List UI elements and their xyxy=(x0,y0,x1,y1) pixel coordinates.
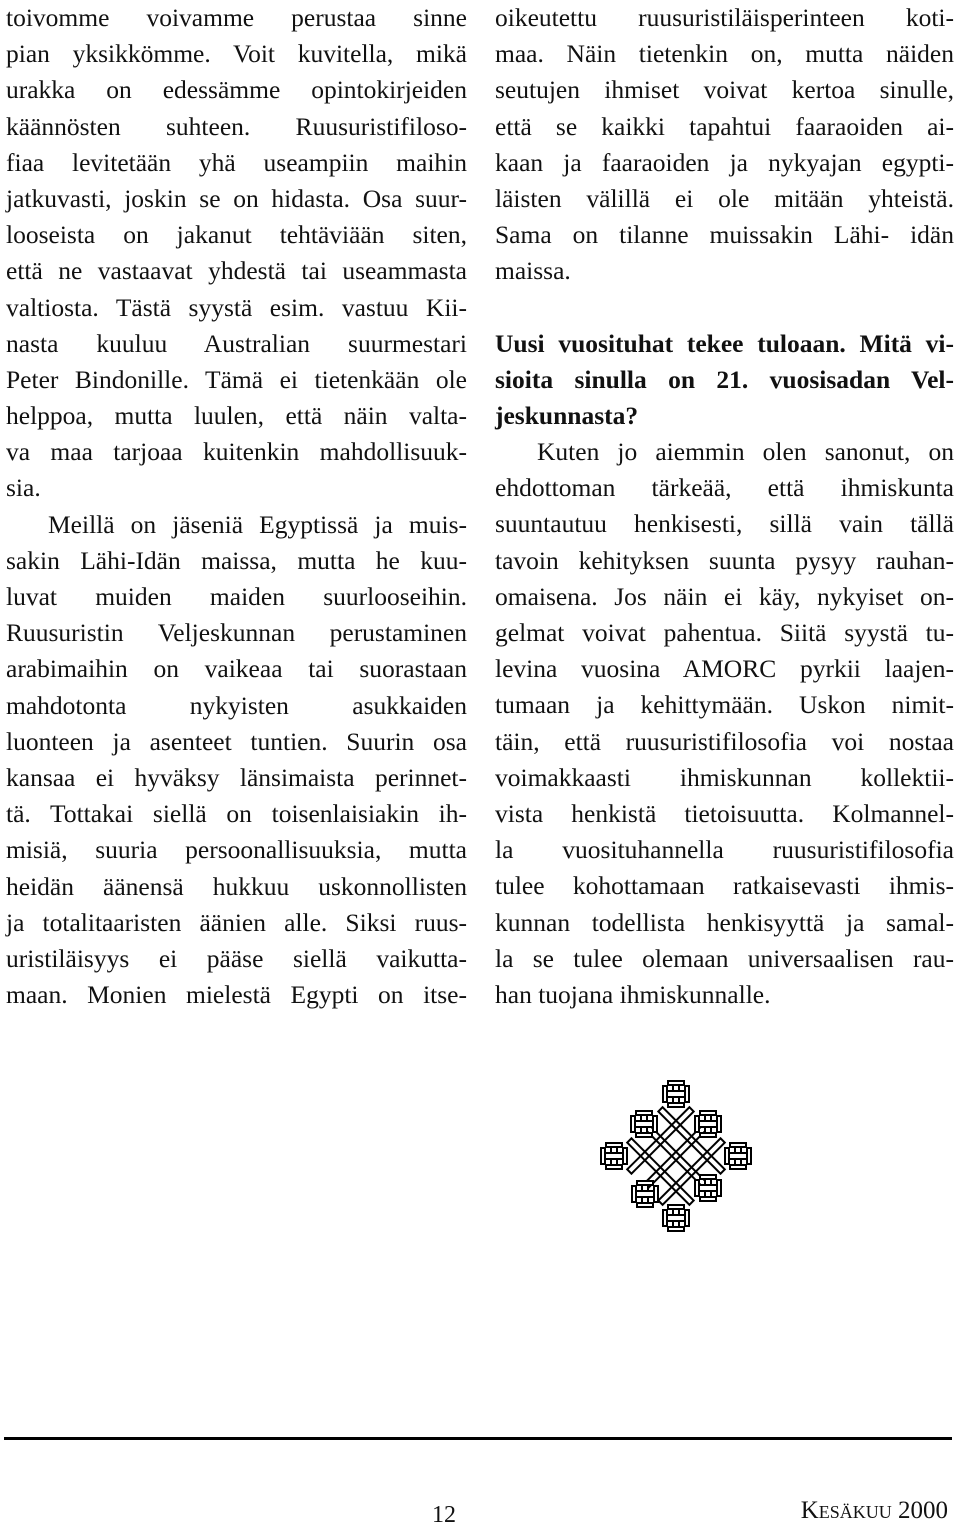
text-line: maa. Näin tietenkin on, mutta näiden xyxy=(495,39,954,69)
text-line: va maa tarjoaa kuitenkin mahdollisuuk- xyxy=(6,437,467,467)
text-line: la se tulee olemaan universaalisen rau- xyxy=(495,943,954,973)
text-line: että ne vastaavat yhdestä tai useammasta xyxy=(6,256,467,286)
text-line: mahdotonta nykyisten asukkaiden xyxy=(6,690,467,720)
text-line: maan. Monien mielestä Egypti on itse- xyxy=(6,980,467,1010)
interview-question: Uusi vuosituhat tekee tuloaan. Mitä vi- xyxy=(495,328,954,358)
text-line: käännösten suhteen. Ruusuristifiloso- xyxy=(6,111,467,141)
text-line: han tuojana ihmiskunnalle. xyxy=(495,979,771,1009)
interview-question: jeskunnasta? xyxy=(495,400,639,430)
text-line: tavoin kehityksen suunta pysyy rauhan- xyxy=(495,545,954,575)
text-line: luonteen ja asenteet tuntien. Suurin osa xyxy=(6,726,467,756)
text-line: fiaa levitetään yhä useampiin maihin xyxy=(6,147,467,177)
text-line: Peter Bindonille. Tämä ei tietenkään ole xyxy=(6,364,467,394)
text-line: tulee kohottamaan ratkaisevasti ihmis- xyxy=(495,871,954,901)
text-line: kaan ja faaraoiden ja nykyajan egypti- xyxy=(495,147,954,177)
text-line: Kuten jo aiemmin olen sanonut, on xyxy=(537,437,954,467)
rosicrucian-cross-lattice-icon xyxy=(596,1076,756,1236)
text-line: maissa. xyxy=(495,256,571,286)
text-line: omaisena. Jos näin ei käy, nykyiset on- xyxy=(495,581,954,611)
text-line: luvat muiden maiden suurlooseihin. xyxy=(6,582,467,611)
text-line: looseista on jakanut tehtäviään siten, xyxy=(6,220,467,250)
text-line: urakka on edessämme opintokirjeiden xyxy=(6,75,467,105)
text-line: vista henkistä tietoisuutta. Kolmannel- xyxy=(495,798,954,828)
text-line: Ruusuristin Veljeskunnan perustaminen xyxy=(6,618,467,648)
text-line: sakin Lähi-Idän maissa, mutta he kuu- xyxy=(6,545,467,575)
text-line: sia. xyxy=(6,473,41,503)
page-number: 12 xyxy=(432,1502,456,1528)
text-line: täin, että ruusuristifilosofia voi nostaa xyxy=(495,726,954,756)
footer-rule xyxy=(4,1437,952,1440)
interview-question: sioita sinulla on 21. vuosisadan Vel- xyxy=(495,364,954,394)
text-line: valtiosta. Tästä syystä esim. vastuu Kii- xyxy=(6,292,467,322)
text-line: suuntautuu henkisesti, sillä vain tällä xyxy=(495,509,954,539)
right-column xyxy=(495,0,954,1013)
text-line: nasta kuuluu Australian suurmestari xyxy=(6,328,467,358)
text-line: misiä, suuria persoonallisuuksia, mutta xyxy=(6,835,467,865)
text-line: kunnan todellista henkisyyttä ja samal- xyxy=(495,907,954,937)
text-line: että se kaikki tapahtui faaraoiden ai- xyxy=(495,111,954,141)
issue-date: Kesäkuu 2000 xyxy=(800,1497,948,1524)
text-line: seutujen ihmiset voivat kertoa sinulle, xyxy=(495,75,954,105)
text-line: Sama on tilanne muissakin Lähi- idän xyxy=(495,220,954,250)
text-line: läisten välillä ei ole mitään yhteistä. xyxy=(495,183,954,213)
text-line: tumaan ja kehittymään. Uskon nimit- xyxy=(495,690,954,720)
text-line: tä. Tottakai siellä on toisenlaisiakin ih- xyxy=(6,799,467,829)
text-line: oikeutettu ruusuristiläisperinteen koti- xyxy=(495,3,954,32)
text-line: kansaa ei hyväksy länsimaista perinnet- xyxy=(6,762,467,792)
text-line: gelmat voivat pahentua. Siitä syystä tu- xyxy=(495,618,954,647)
text-line: Meillä on jäseniä Egyptissä ja muis- xyxy=(48,509,467,539)
text-line: uristiläisyys ei pääse siellä vaikutta- xyxy=(6,943,467,973)
text-line: heidän äänensä hukkuu uskonnollisten xyxy=(6,871,467,901)
text-line: helppoa, mutta luulen, että näin valta- xyxy=(6,401,467,431)
text-line: levina vuosina AMORC pyrkii laajen- xyxy=(495,654,954,684)
text-line: voimakkaasti ihmiskunnan kollektii- xyxy=(495,762,954,792)
text-line: jatkuvasti, joskin se on hidasta. Osa suur- xyxy=(6,183,467,213)
paragraph-gap xyxy=(495,290,954,326)
text-line: pian yksikkömme. Voit kuvitella, mikä xyxy=(6,39,467,69)
text-line: la vuosituhannella ruusuristifilosofia xyxy=(495,835,954,865)
text-line: ehdottoman tärkeää, että ihmiskunta xyxy=(495,473,954,503)
text-line: arabimaihin on vaikeaa tai suorastaan xyxy=(6,654,467,684)
text-line: toivomme voivamme perustaa sinne xyxy=(6,3,467,32)
left-column xyxy=(6,0,467,1013)
text-line: ja totalitaaristen äänien alle. Siksi ruus- xyxy=(6,907,467,937)
